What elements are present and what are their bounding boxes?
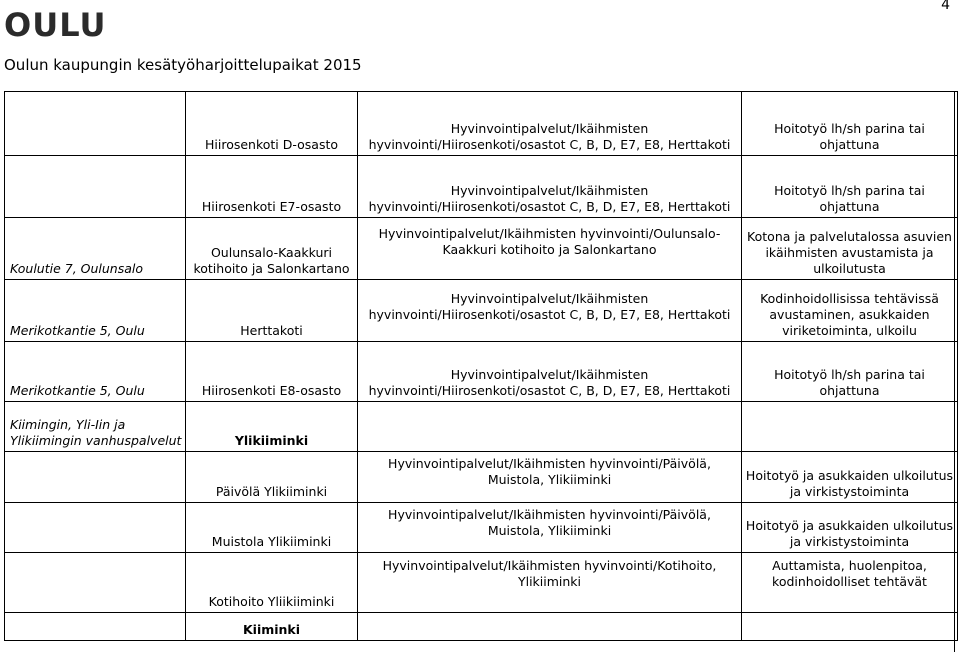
workplace-cell: Päivölä Ylikiiminki <box>186 452 358 503</box>
table-row <box>5 613 958 641</box>
workplace-cell: Kotihoito Yliikiiminki <box>186 553 358 613</box>
tasks-cell: Auttamista, huolenpitoa, kodinhoidolliset tehtävät <box>742 553 958 613</box>
address-cell: Merikotkantie 5, Oulu <box>5 280 186 342</box>
placements-table <box>4 91 958 641</box>
unit-cell: Hyvinvointipalvelut/Ikäihmisten hyvinvointi/Päivölä, Muistola, Ylikiiminki <box>358 503 742 553</box>
address-cell <box>5 452 186 503</box>
table-row <box>5 342 958 402</box>
unit-cell: Hyvinvointipalvelut/Ikäihmisten hyvinvointi/Hiirosenkoti/osastot C, B, D, E7, E8, Herttakoti <box>358 342 742 402</box>
unit-cell <box>358 613 742 641</box>
address-cell: Kiimingin, Yli-Iin ja Ylikiimingin vanhuspalvelut <box>5 402 186 452</box>
unit-cell: Hyvinvointipalvelut/Ikäihmisten hyvinvointi/Oulunsalo-Kaakkuri kotihoito ja Salonkartano <box>358 218 742 280</box>
oulu-logo: OULU <box>4 6 107 44</box>
address-cell <box>5 156 186 218</box>
table-row <box>5 218 958 280</box>
workplace-cell: Ylikiiminki <box>186 402 358 452</box>
workplace-cell: Hiirosenkoti D-osasto <box>186 92 358 156</box>
tasks-cell: Kodinhoidollisissa tehtävissä avustaminen, asukkaiden viriketoiminta, ulkoilu <box>742 280 958 342</box>
unit-cell: Hyvinvointipalvelut/Ikäihmisten hyvinvointi/Hiirosenkoti/osastot C, B, D, E7, E8, Herttakoti <box>358 156 742 218</box>
table-row <box>5 156 958 218</box>
unit-cell: Hyvinvointipalvelut/Ikäihmisten hyvinvointi/Hiirosenkoti/osastot C, B, D, E7, E8, Herttakoti <box>358 280 742 342</box>
tasks-cell <box>742 402 958 452</box>
unit-cell <box>358 402 742 452</box>
unit-cell: Hyvinvointipalvelut/Ikäihmisten hyvinvointi/Hiirosenkoti/osastot C, B, D, E7, E8, Herttakoti <box>358 92 742 156</box>
table-row <box>5 503 958 553</box>
address-cell: Merikotkantie 5, Oulu <box>5 342 186 402</box>
table-right-border <box>954 91 958 652</box>
workplace-cell: Hiirosenkoti E7-osasto <box>186 156 358 218</box>
unit-cell: Hyvinvointipalvelut/Ikäihmisten hyvinvointi/Päivölä, Muistola, Ylikiiminki <box>358 452 742 503</box>
unit-cell: Hyvinvointipalvelut/Ikäihmisten hyvinvointi/Kotihoito, Ylikiiminki <box>358 553 742 613</box>
table-row <box>5 402 958 452</box>
document-subtitle: Oulun kaupungin kesätyöharjoittelupaikat 2015 <box>4 56 362 74</box>
workplace-cell: Kiiminki <box>186 613 358 641</box>
address-cell <box>5 613 186 641</box>
address-cell <box>5 503 186 553</box>
table-row <box>5 280 958 342</box>
tasks-cell: Hoitotyö ja asukkaiden ulkoilutus ja virkistystoiminta <box>742 452 958 503</box>
workplace-cell: Muistola Ylikiiminki <box>186 503 358 553</box>
table-row <box>5 92 958 156</box>
table-row <box>5 452 958 503</box>
address-cell: Koulutie 7, Oulunsalo <box>5 218 186 280</box>
tasks-cell: Hoitotyö ja asukkaiden ulkoilutus ja virkistystoiminta <box>742 503 958 553</box>
address-cell <box>5 553 186 613</box>
address-cell <box>5 92 186 156</box>
workplace-cell: Herttakoti <box>186 280 358 342</box>
page-number: 4 <box>941 0 950 13</box>
tasks-cell <box>742 613 958 641</box>
tasks-cell: Hoitotyö lh/sh parina tai ohjattuna <box>742 92 958 156</box>
workplace-cell: Hiirosenkoti E8-osasto <box>186 342 358 402</box>
tasks-cell: Kotona ja palvelutalossa asuvien ikäihmisten avustamista ja ulkoilutusta <box>742 218 958 280</box>
table-row <box>5 553 958 613</box>
tasks-cell: Hoitotyö lh/sh parina tai ohjattuna <box>742 156 958 218</box>
workplace-cell: Oulunsalo-Kaakkuri kotihoito ja Salonkartano <box>186 218 358 280</box>
tasks-cell: Hoitotyö lh/sh parina tai ohjattuna <box>742 342 958 402</box>
